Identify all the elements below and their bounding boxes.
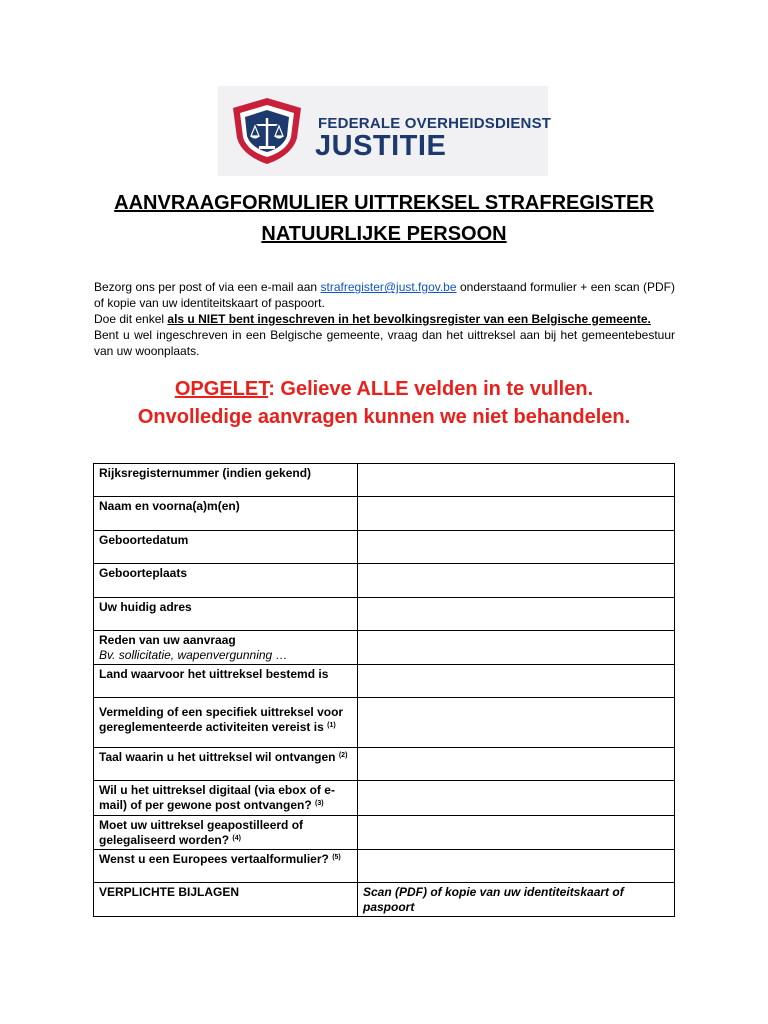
national-number-field[interactable] bbox=[358, 464, 675, 497]
condition-lead-text: Doe dit enkel bbox=[94, 312, 168, 326]
field-label bbox=[94, 816, 358, 850]
fod-justitie-logo bbox=[218, 86, 552, 176]
table-row bbox=[94, 531, 675, 564]
warning-line-2: Onvolledige aanvragen kunnen we niet behandelen. bbox=[137, 406, 631, 428]
field-label: Rijksregisternummer (indien gekend) bbox=[94, 464, 358, 497]
field-label: Geboortedatum bbox=[94, 531, 358, 564]
intro-text bbox=[94, 279, 675, 359]
warning-prefix: OPGELET bbox=[174, 378, 269, 400]
birth-date-field[interactable] bbox=[358, 531, 675, 564]
field-label-text: Vermelding of een specifiek uittreksel voor gereglementeerde activiteiten vereist is bbox=[99, 705, 344, 734]
table-row bbox=[94, 665, 675, 698]
apostille-field[interactable] bbox=[358, 816, 675, 850]
field-label-text: Wenst u een Europees vertaalformulier? bbox=[99, 852, 333, 866]
registration-condition: als u NIET bent ingeschreven in het bevolkingsregister van een Belgische gemeente. bbox=[167, 312, 651, 326]
required-attachment-text: Scan (PDF) of kopie van uw identiteitskaart of paspoort bbox=[358, 883, 675, 917]
field-label-text: Taal waarin u het uittreksel wil ontvangen bbox=[99, 750, 339, 764]
field-hint: Bv. sollicitatie, wapenvergunning … bbox=[99, 648, 288, 662]
field-label bbox=[94, 698, 358, 748]
field-label: Naam en voorna(a)m(en) bbox=[94, 497, 358, 531]
intro-paragraph-3: Bent u wel ingeschreven in een Belgische gemeente, vraag dan het uittreksel aan bij het gemeentebestuur van uw woonplaats. bbox=[94, 328, 675, 358]
request-reason-field[interactable] bbox=[358, 631, 675, 665]
regulated-activities-field[interactable] bbox=[358, 698, 675, 748]
footnote-marker: (2) bbox=[338, 752, 348, 759]
field-label bbox=[94, 850, 358, 883]
warning-line-1 bbox=[0, 378, 768, 401]
field-label bbox=[94, 748, 358, 781]
table-row bbox=[94, 883, 675, 917]
translation-form-field[interactable] bbox=[358, 850, 675, 883]
table-row bbox=[94, 850, 675, 883]
address-field[interactable] bbox=[358, 598, 675, 631]
name-field[interactable] bbox=[358, 497, 675, 531]
language-field[interactable] bbox=[358, 748, 675, 781]
table-row bbox=[94, 698, 675, 748]
delivery-method-field[interactable] bbox=[358, 781, 675, 816]
footnote-marker: (1) bbox=[327, 722, 336, 729]
intro-text-before-email: Bezorg ons per post of via een e-mail aan bbox=[94, 280, 321, 294]
field-label-text: Moet uw uittreksel geapostilleerd of gelegaliseerd worden? bbox=[99, 818, 304, 847]
table-row bbox=[94, 781, 675, 816]
intro-paragraph-2 bbox=[94, 311, 675, 327]
intro-paragraph-1 bbox=[94, 279, 675, 311]
field-label-text: Wil u het uittreksel digitaal (via ebox of e-mail) of per gewone post ontvangen? bbox=[99, 783, 335, 812]
footnote-marker: (4) bbox=[232, 835, 241, 842]
birth-place-field[interactable] bbox=[358, 564, 675, 598]
intro-text-after-email: onderstaand formulier + een scan (PDF) of kopie van uw identiteitskaart of paspoort. bbox=[94, 280, 675, 310]
footnote-marker: (5) bbox=[332, 854, 341, 861]
warning-text: : Gelieve ALLE velden in te vullen. bbox=[268, 378, 594, 400]
form-title: AANVRAAGFORMULIER UITTREKSEL STRAFREGISTER bbox=[114, 192, 654, 214]
footnote-marker: (3) bbox=[315, 800, 324, 807]
field-label: VERPLICHTE BIJLAGEN bbox=[94, 883, 358, 917]
field-label: Land waarvoor het uittreksel bestemd is bbox=[94, 665, 358, 698]
form-subtitle: NATUURLIJKE PERSOON bbox=[261, 223, 507, 245]
justice-shield-icon bbox=[231, 96, 303, 166]
table-row bbox=[94, 464, 675, 497]
application-form-table bbox=[93, 463, 675, 917]
field-label bbox=[94, 631, 358, 665]
field-label bbox=[94, 781, 358, 816]
logo-department-text: JUSTITIE bbox=[315, 130, 447, 162]
table-row bbox=[94, 748, 675, 781]
field-label: Uw huidig adres bbox=[94, 598, 358, 631]
logo-org-text: FEDERALE OVERHEIDSDIENST bbox=[318, 115, 552, 132]
table-row bbox=[94, 598, 675, 631]
table-row bbox=[94, 816, 675, 850]
table-row bbox=[94, 631, 675, 665]
destination-country-field[interactable] bbox=[358, 665, 675, 698]
field-label: Geboorteplaats bbox=[94, 564, 358, 598]
table-row bbox=[94, 564, 675, 598]
email-link[interactable]: strafregister@just.fgov.be bbox=[320, 280, 457, 294]
table-row bbox=[94, 497, 675, 531]
field-label-text: Reden van uw aanvraag bbox=[99, 633, 236, 647]
